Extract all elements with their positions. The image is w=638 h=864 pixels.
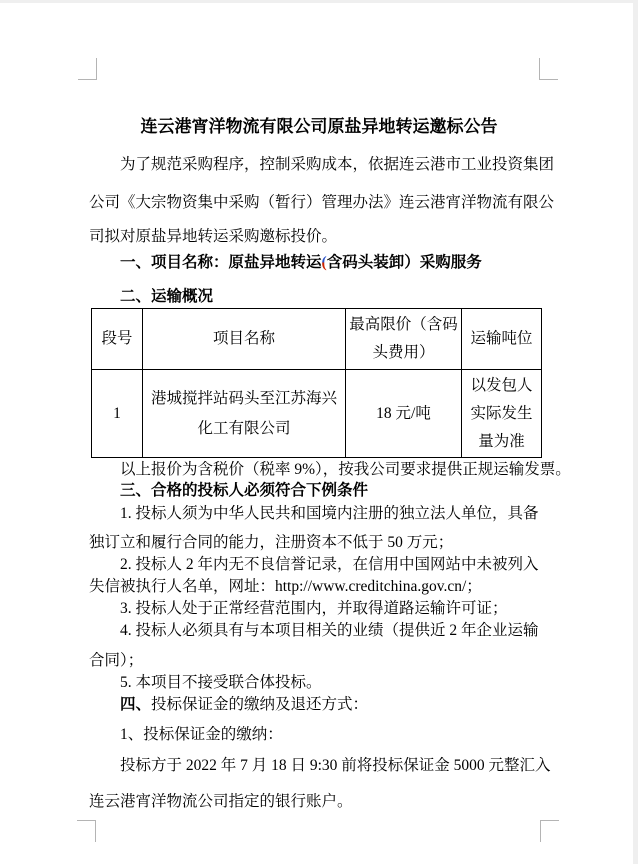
intro-line: 公司《大宗物资集中采购（暂行）管理办法》连云港宵洋物流有限公 [89, 194, 555, 211]
crop-mark-top-left [78, 58, 97, 80]
crop-mark-bottom-left [77, 820, 96, 842]
section4-number: 四、 [120, 696, 152, 713]
condition-item-4 [89, 620, 549, 672]
condition-line: 4. 投标人必须具有与本项目相关的业绩（提供近 2 年企业运输 [120, 622, 539, 639]
col-header-project-name: 项目名称 [143, 309, 346, 370]
condition-line: 5. 本项目不接受联合体投标。 [120, 674, 322, 691]
window-edge-top [0, 0, 638, 3]
cell-max-price: 18 元/吨 [346, 370, 462, 458]
document-title: 连云港宵洋物流有限公司原盐异地转运邀标公告 [140, 117, 498, 136]
deposit-paragraph [89, 755, 549, 813]
spellcheck-artifact-paren: ( [321, 254, 327, 271]
section1-text-suffix: 含码头装卸）采购服务 [326, 254, 482, 271]
condition-line: 1. 投标人须为中华人民共和国境内注册的独立法人单位，具备 [120, 505, 539, 522]
condition-line: 3. 投标人处于正常经营范围内，并取得道路运输许可证； [120, 600, 508, 617]
section-heading-project-name [89, 252, 549, 274]
window-edge-right [633, 0, 638, 864]
deposit-line: 投标方于 2022 年 7 月 18 日 9:30 前将投标保证金 5000 元整汇入 [120, 757, 551, 774]
section-heading-deposit [89, 694, 549, 716]
col-header-tonnage: 运输吨位 [462, 309, 542, 370]
deposit-subheading: 1、投标保证金的缴纳： [120, 726, 283, 743]
crop-mark-bottom-right [540, 820, 559, 842]
document-body [89, 116, 571, 813]
crop-mark-top-right [539, 58, 558, 80]
condition-item-3 [89, 598, 549, 620]
cell-segment: 1 [92, 370, 143, 458]
table-header-row [92, 309, 542, 370]
section1-text: 一、项目名称：原盐异地转运 [120, 254, 322, 271]
condition-item-2 [89, 554, 549, 598]
col-header-segment: 段号 [92, 309, 143, 370]
intro-line: 司拟对原盐异地转运采购邀标投价。 [89, 228, 338, 245]
section-heading-bidder-conditions: 三、合格的投标人必须符合下例条件 [120, 482, 369, 499]
deposit-line: 连云港宵洋物流公司指定的银行账户。 [89, 793, 353, 810]
col-header-max-price: 最高限价（含码 头费用） [346, 309, 462, 370]
intro-paragraph [89, 146, 555, 252]
condition-line: 2. 投标人 2 年内无不良信誉记录，在信用中国网站中未被列入 [120, 556, 539, 573]
tax-note: 以上报价为含税价（税率 9%），按我公司要求提供正规运输发票。 [120, 461, 571, 478]
cell-tonnage: 以发包人 实际发生 量为准 [462, 370, 542, 458]
section-heading-transport-overview: 二、运输概况 [120, 288, 214, 305]
section4-text: 投标保证金的缴纳及退还方式： [151, 696, 369, 713]
freight-table [91, 308, 542, 458]
condition-line: 合同）； [89, 652, 144, 669]
condition-item-5 [89, 672, 549, 694]
intro-line: 为了规范采购程序，控制采购成本，依据连云港市工业投资集团 [120, 156, 555, 173]
condition-item-1 [89, 503, 549, 554]
condition-line: 独订立和履行合同的能力，注册资本不低于 50 万元； [89, 534, 454, 551]
table-row [92, 370, 542, 458]
condition-line: 失信被执行人名单，网址：http://www.creditchina.gov.cn/； [89, 578, 482, 595]
cell-project-name: 港城搅拌站码头至江苏海兴 化工有限公司 [143, 370, 346, 458]
